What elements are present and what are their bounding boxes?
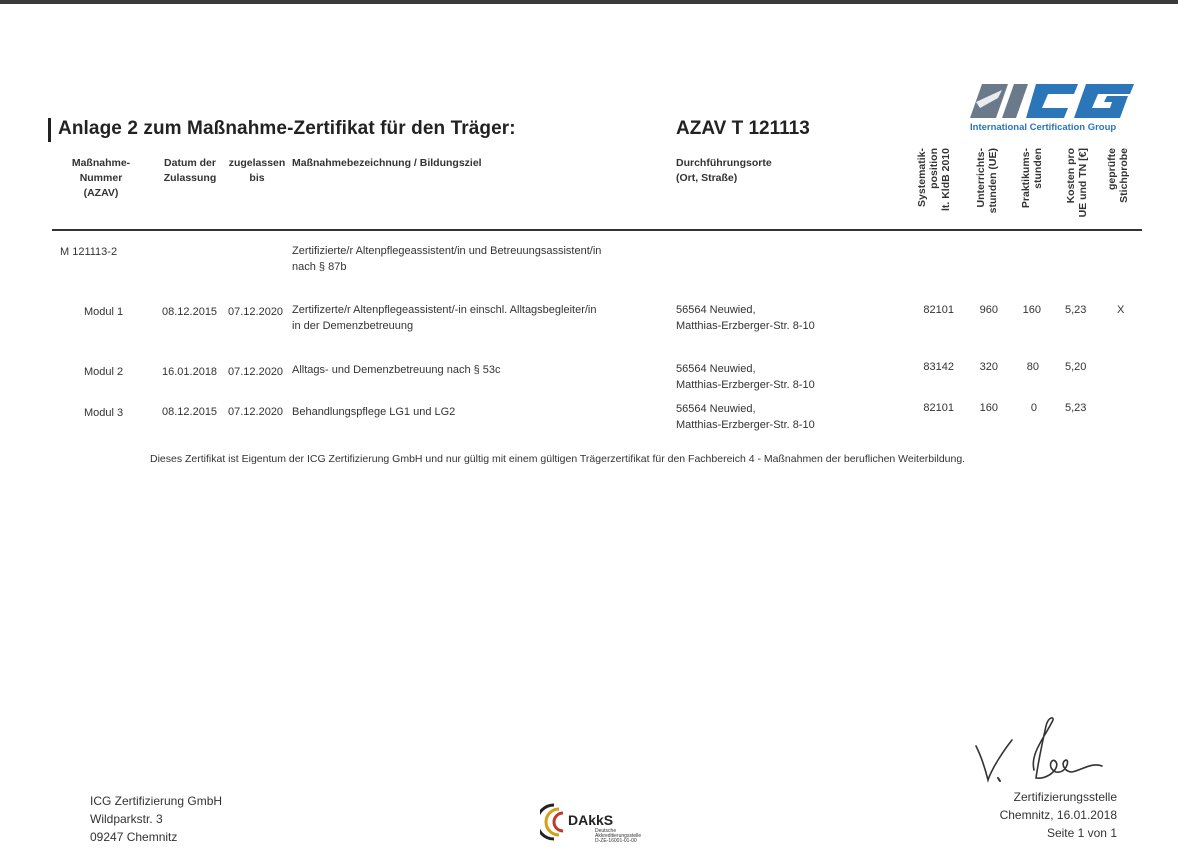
module-kosten: 5,23: [1065, 304, 1087, 316]
header-orte: Durchführungsorte (Ort, Straße): [676, 157, 772, 184]
header-massnahme-nummer: Maßnahme- Nummer (AZAV): [71, 157, 131, 199]
header-divider: [52, 229, 1142, 231]
dakks-arcs-icon: [540, 805, 563, 839]
icg-logo-mark: [970, 84, 1134, 118]
sign-place-date: Chemnitz, 16.01.2018: [999, 808, 1117, 822]
header-praktikumsstunden: Praktikums- stunden: [1020, 148, 1044, 209]
signature: [952, 710, 1122, 790]
module-bezeichnung: Zertifizerte/r Altenpflegeassistent/-in einschl. Alltagsbegleiter/in in der Demenzbetreuung: [292, 304, 597, 332]
module-ort: 56564 Neuwied, Matthias-Erzberger-Str. 8-10: [676, 363, 815, 391]
logo-subtitle: International Certification Group: [970, 122, 1117, 133]
scan-edge: [0, 0, 1178, 4]
module-systematik: 82101: [923, 304, 954, 316]
azav-code: AZAV T 121113: [676, 118, 810, 139]
module-praktikum: 80: [1026, 361, 1039, 373]
header-datum-zulassung: Datum der Zulassung: [163, 157, 217, 184]
main-bezeichnung: Zertifizierte/r Altenpflegeassistent/in und Betreuungsassistent/in nach § 87b: [292, 245, 602, 273]
header-zugelassen-bis: zugelassen bis: [228, 157, 286, 184]
module-systematik: 83142: [923, 361, 954, 373]
module-nummer: Modul 2: [84, 366, 124, 378]
module-bis: 07.12.2020: [228, 406, 284, 418]
sign-block: [1000, 788, 1117, 842]
module-kosten: 5,20: [1065, 361, 1087, 373]
module-ort: 56564 Neuwied, Matthias-Erzberger-Str. 8-10: [676, 403, 815, 431]
dakks-line2: Akkreditierungsstelle: [595, 833, 642, 839]
main-nummer: M 121113-2: [60, 246, 118, 258]
sign-authority: Zertifizierungsstelle: [1013, 790, 1117, 804]
module-datum: 16.01.2018: [162, 366, 218, 378]
footnote: Dieses Zertifikat ist Eigentum der ICG Zertifizierung GmbH und nur gültig mit einem gültigen Trägerzertifikat für den Fachbereich 4 - Maßnahmen der beruflichen Weiterbildung.: [150, 453, 966, 465]
module-ue: 320: [979, 361, 998, 373]
header-kosten: Kosten pro UE und TN [€]: [1065, 148, 1089, 218]
footer-address: ICG Zertifizierung GmbH Wildparkstr. 3 09247 Chemnitz: [90, 794, 223, 844]
module-bis: 07.12.2020: [228, 366, 284, 378]
module-bis: 07.12.2020: [228, 306, 284, 318]
module-kosten: 5,23: [1065, 402, 1087, 414]
header-systematik: Systematik- position lt. KldB 2010: [916, 148, 952, 212]
module-systematik: 82101: [923, 402, 954, 414]
module-nummer: Modul 3: [84, 407, 124, 419]
module-praktikum: 0: [1030, 402, 1037, 414]
module-bezeichnung: Alltags- und Demenzbetreuung nach § 53c: [292, 364, 501, 376]
dakks-logo: [540, 797, 670, 847]
header-stichprobe: geprüfte Stichprobe: [1106, 148, 1130, 203]
dakks-line3: D-ZE-16001-01-00: [595, 838, 637, 844]
title-marker: [48, 118, 51, 142]
module-praktikum: 160: [1022, 304, 1041, 316]
dakks-name: DAkkS: [568, 812, 614, 828]
module-bezeichnung: Behandlungspflege LG1 und LG2: [292, 406, 456, 418]
page-number: Seite 1 von 1: [1046, 826, 1117, 840]
module-ue: 160: [979, 402, 998, 414]
module-ue: 960: [979, 304, 998, 316]
dakks-line1: Deutsche: [595, 828, 617, 834]
page-title: Anlage 2 zum Maßnahme-Zertifikat für den Träger:: [58, 118, 516, 139]
module-ort: 56564 Neuwied, Matthias-Erzberger-Str. 8-10: [676, 304, 815, 332]
module-datum: 08.12.2015: [162, 306, 218, 318]
header-bezeichnung: Maßnahmebezeichnung / Bildungsziel: [292, 157, 482, 169]
module-nummer: Modul 1: [84, 306, 124, 318]
module-datum: 08.12.2015: [162, 406, 218, 418]
module-stichprobe: X: [1117, 304, 1125, 316]
header-unterrichtsstunden: Unterrichts- stunden (UE): [975, 148, 999, 214]
